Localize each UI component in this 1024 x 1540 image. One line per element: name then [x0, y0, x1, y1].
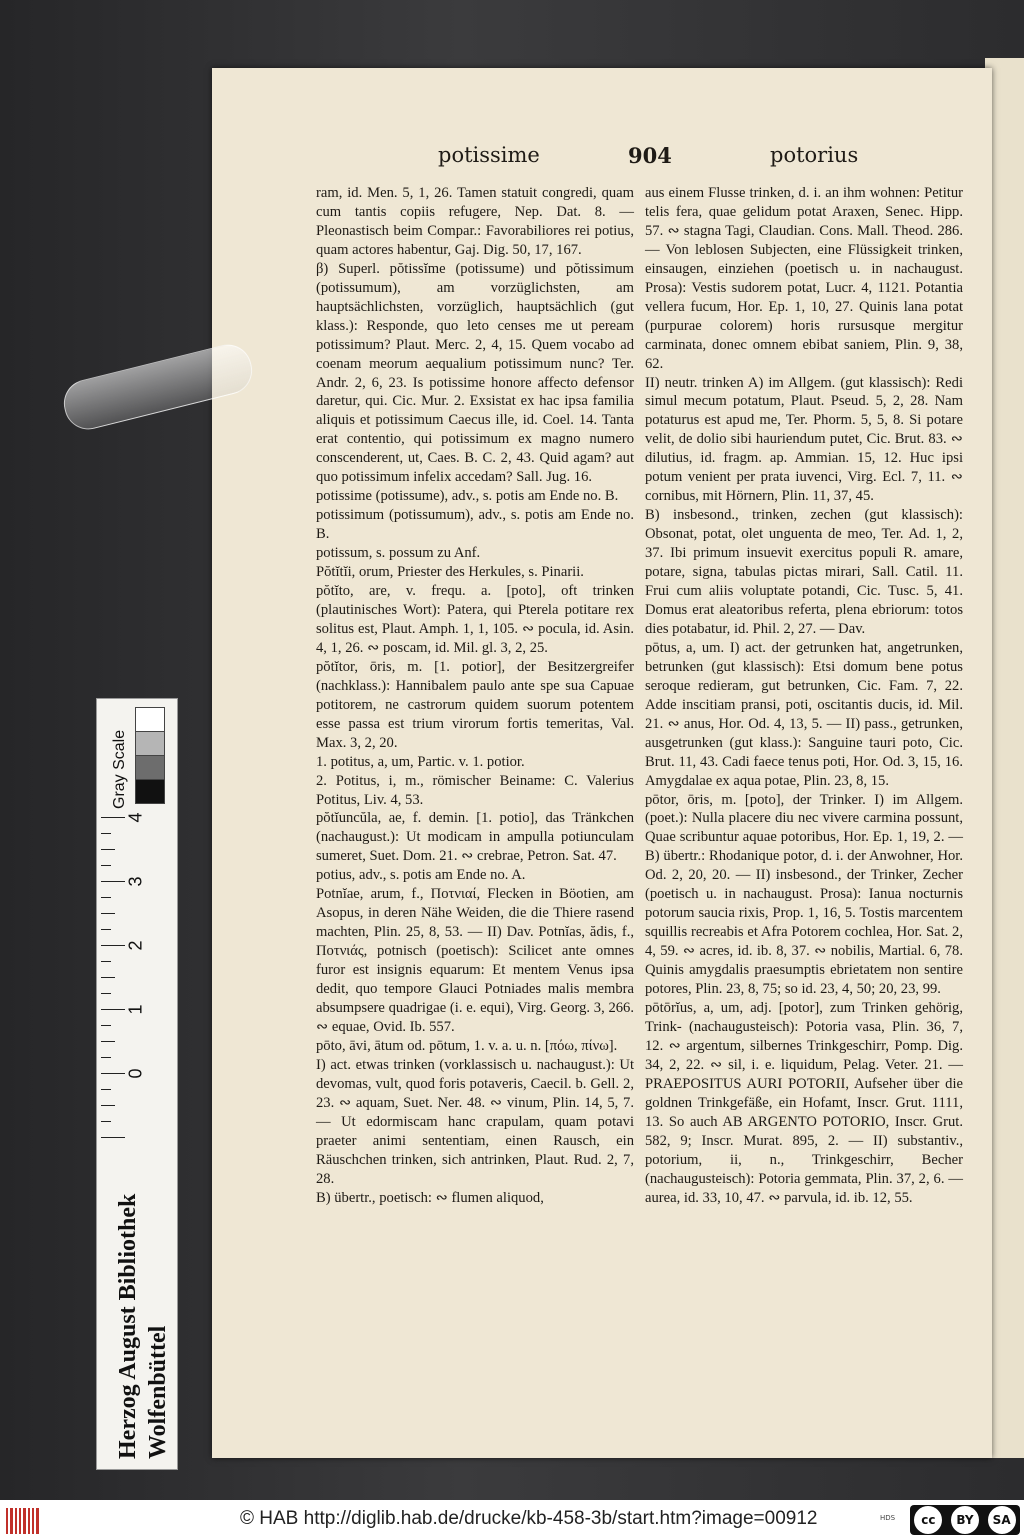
entry-paragraph: pōto, āvi, ātum od. pōtum, 1. v. a. u. n. [πόω, πίνω].: [316, 1037, 618, 1054]
ruler-number: 3: [125, 876, 146, 887]
page-number: 904: [628, 143, 672, 168]
source-url-link[interactable]: © HAB http://diglib.hab.de/drucke/kb-458-3b/start.htm?image=00912: [240, 1508, 818, 1529]
gray-scale-swatches: [135, 707, 165, 799]
text-column-left: [316, 184, 634, 1207]
entry-paragraph: 1. potitus, a, um, Partic. v. 1. potior.: [316, 753, 525, 770]
hab-logo-icon: [6, 1508, 40, 1534]
library-label: [113, 1194, 173, 1459]
entry-paragraph: potissimum (potissumum), adv., s. potis am Ende no. B.: [316, 507, 634, 543]
entry-paragraph: 2. Potitus, i, m., römischer Beiname: C. Valerius Potitus, Liv. 4, 53.: [316, 772, 634, 808]
footer-small-text: HDS: [880, 1514, 896, 1522]
gray-scale-label: Gray Scale: [111, 729, 128, 809]
footer-bar: [0, 1500, 1024, 1540]
entry-paragraph: pōtōrĭus, a, um, adj. [potor], zum Trinken gehörig, Trink- (nachaugusteisch): Potoria vasa, Plin. 36, 7, 12. ∾ argentum, silbernes Trinkgeschirr, Pomp. Dig. 34, 2, 22. ∾ sil, i. e. liquidum, Pelag. Veter. 21. — PRAEPOSITUS AURI POTORII, Aufseher über die goldnen Trinkgefäße, ein Hofamt, Inscr. Grut. 1111, 13. So auch AB ARGENTO POTORIO, Inscr. Grut. 582, 9; Inscr. Murat. 895, 2. — II) substantiv., potorium, ii, n., Trinkgeschirr, Becher (nachaugusteisch): Potoria gemmata, Plin. 37, 2, 6. — aurea, id. 33, 10, 47. ∾ parvula, id. ib. 12, 55.: [645, 999, 963, 1206]
entry-paragraph: pōtor, ōris, m. [poto], der Trinker. I) im Allgem. (poet.): Nulla placere diu nec vivere carmina possunt, Quae scribuntur aquae potoribus, Hor. Ep. 1, 19, 2. — B) übertr.: Rhodanique potor, d. i. der Anwohner, Hor. Od. 2, 20, 20. — II) insbesond., der Trinker, Zecher (poetisch u. in nachaugust. Prosa): Ianua nocturnis potorum saucia rixis, Prop. 1, 16, 5. Tostis marcentem squillis recreabis et Afra Potorem cochlea, Hor. Sat. 2, 4, 59. ∾ acres, id. ib. 8, 37. ∾ nobilis, Martial. 6, 78. Quinis amygdalis praesumptis ebrietatem non sentire potores, Plin. 23, 8, 75; so id. 23, 4, 50; 20, 23, 99.: [645, 791, 963, 998]
creative-commons-badge-icon[interactable]: [910, 1505, 1020, 1535]
entry-paragraph: pŏtĭto, are, v. frequ. a. [poto], oft trinken (plautinisches Wort): Patera, qui Pterela potitare rex solitus est, Plaut. Amph. 1, 1, 105. ∾ pocula, id. Asin. 4, 1, 26. ∾ poscam, id. Mil. gl. 3, 2, 25.: [316, 583, 634, 656]
entry-paragraph: pŏtĭtor, ōris, m. [1. potior], der Besitzergreifer (nachklass.): Hannibalem paulo ante spe sua Capuae potitorem, ne castrorum quidem suorum potentem esse passa est trium virorum fortis temeritas, Val. Max. 3, 2, 20.: [316, 658, 634, 751]
entry-paragraph: pŏtĭuncŭla, ae, f. demin. [1. potio], das Tränkchen (nachaugust.): Ut modicam in ampulla potiunculam sumeret, Suet. Dom. 21. ∾ crebrae, Petron. Sat. 47.: [316, 810, 634, 865]
entry-paragraph: II) neutr. trinken A) im Allgem. (gut klassisch): Redi simul mecum potatum, Plaut. Pseud. 5, 2, 28. Nam potaturus est apud me, Ter. Phorm. 5, 5, 8. Si potare velit, de dolio sibi hauriendum putet, Cic. Brut. 83. ∾ dilutius, id. fragm. ap. Ammian. 15, 12. Huc ipsi potum venient per prata iuvenci, Virg. Ecl. 7, 11. ∾ cornibus, mit Hörnern, Plin. 11, 37, 45.: [645, 374, 963, 505]
cc-icon: cc: [914, 1506, 942, 1534]
text-column-right: [645, 184, 963, 1207]
entry-paragraph: Potnĭae, arum, f., Ποτνιαί, Flecken in Böotien, am Asopus, in deren Nähe Weiden, die die Thiere rasend machten, Plin. 25, 8, 53. — II) Dav. Potnĭas, ădis, f., Ποτνιάς, potnisch (poetisch): Scilicet ante omnes furor est insignis equarum: Et mentem Venus ipsa dedit, quo tempore Glauci Potniades malis membra absumpsere quadrigae (i. e. equi), Virg. Georg. 3, 266. ∾ equae, Ovid. Ib. 557.: [316, 886, 634, 1035]
entry-paragraph: aus einem Flusse trinken, d. i. an ihm wohnen: Petitur telis fera, quae gelidum potat Araxen, Senec. Hipp. 57. ∾ stagna Tagi, Claudian. Cons. Mall. Theod. 286. — Von leblosen Subjecten, eine Flüssigkeit trinken, einsaugen, einziehen (poetisch u. in nachaugust. Prosa): Vestis sudorem potat, Lucr. 4, 1121. Potantia vellera fucum, Hor. Ep. 1, 10, 27. Quinis lana potat (purpurae colorem) horis rursusque mergitur carminata, donec omnem ebibat saniem, Plin. 9, 38, 62.: [645, 185, 963, 372]
library-city: Wolfenbüttel: [145, 1325, 171, 1459]
header-left-guideword: potissime: [438, 143, 540, 167]
entry-paragraph: potius, adv., s. potis am Ende no. A.: [316, 867, 526, 884]
ruler-number: 1: [125, 1004, 146, 1015]
ruler-ticks: [101, 817, 127, 1137]
entry-paragraph: I) act. etwas trinken (vorklassisch u. nachaugust.): Ut devomas, vult, quod foris potaveris, Caecil. b. Gell. 2, 23. ∾ aquam, Suet. Ner. 48. ∾ vinum, Plin. 14, 5, 7. — Ut edormiscam hanc crapulam, quam potavi praeter animi sententiam, einen Rausch, ein Räuschchen trinken, sich antrinken, Plaut. Rud. 2, 7, 28.: [316, 1056, 634, 1187]
ruler-number: 0: [125, 1068, 146, 1079]
ruler-number: 2: [125, 940, 146, 951]
next-page-fragment: [990, 180, 1024, 1380]
entry-paragraph: B) übertr., poetisch: ∾ flumen aliquod,: [316, 1189, 544, 1206]
entry-paragraph: pōtus, a, um. I) act. der getrunken hat, angetrunken, betrunken (gut klassisch): Etsi domum bene potus seroque redieram, gut betrunken, Cic. Fam. 7, 22. Adde inscitiam pransi, poti, oscitantis ducis, id. Mil. 21. ∾ anus, Hor. Od. 4, 13, 5. — II) pass., getrunken, ausgetrunken (gut klass.): Sanguine tauri poto, Cic. Brut. 11, 43. Cadi faece tenus poti, Hor. Od. 3, 15, 16. Amygdalae ex aqua potae, Plin. 23, 8, 15.: [645, 639, 963, 789]
sa-icon: SA: [988, 1506, 1016, 1534]
entry-paragraph: ram, id. Men. 5, 1, 26. Tamen statuit congredi, quam cum tantis copiis refugere, Nep. Dat. 8. — Pleonastisch beim Compar.: Favorabiliores rei potius, quam actores habentur, Gaj. Dig. 50, 17, 167.: [316, 185, 634, 258]
by-icon: BY: [951, 1506, 979, 1534]
entry-paragraph: potissime (potissume), adv., s. potis am Ende no. B.: [316, 488, 619, 505]
entry-paragraph: B) insbesond., trinken, zechen (gut klassisch): Obsonat, potat, olet unguenta de meo, Ter. Ad. 1, 2, 37. Ibi primum insuevit exercitus populi R. amare, potare, signa, tabulas pictas mirari, Sall. Catil. 11. Frui cum aliis voluptate potandi, Cic. Tusc. 5, 41. Domus erat aleatoribus referta, plena ebriorum: totos dies potabatur, id. Phil. 2, 27. — Dav.: [645, 507, 963, 637]
entry-paragraph: β) Superl. pŏtissĭme (potissume) und pŏtissimum (potissumum), am vorzüglichsten, am hauptsächlichsten, vorzüglich, hauptsächlich (gut klass.): Responde, quo leto censes me ut peream potissimum? Plaut. Merc. 2, 4, 15. Quem vocabo ad coenam meorum aequalium potissimum nunc? Ter. Andr. 2, 6, 23. Is potissime honore affecto defensor daretur, qui. Cic. Mur. 2. Exsistat ex hac ipsa familia aliquis et potissimum Caecus ille, id. Coel. 14. Tanta erat contentio, qui potissimum ex magno numero conscenderent, ut, Caes. B. C. 2, 43. Quid agam? aut quo potissimum infelix accedam? Sall. Jug. 16.: [316, 260, 634, 486]
ruler-number: 4: [125, 812, 146, 823]
header-right-guideword: potorius: [770, 143, 859, 167]
entry-paragraph: potissum, s. possum zu Anf.: [316, 545, 481, 562]
library-name: Herzog August Bibliothek: [115, 1193, 141, 1459]
entry-paragraph: Pŏtĭtĭi, orum, Priester des Herkules, s. Pinarii.: [316, 564, 584, 581]
gray-scale-ruler: [96, 698, 178, 1470]
